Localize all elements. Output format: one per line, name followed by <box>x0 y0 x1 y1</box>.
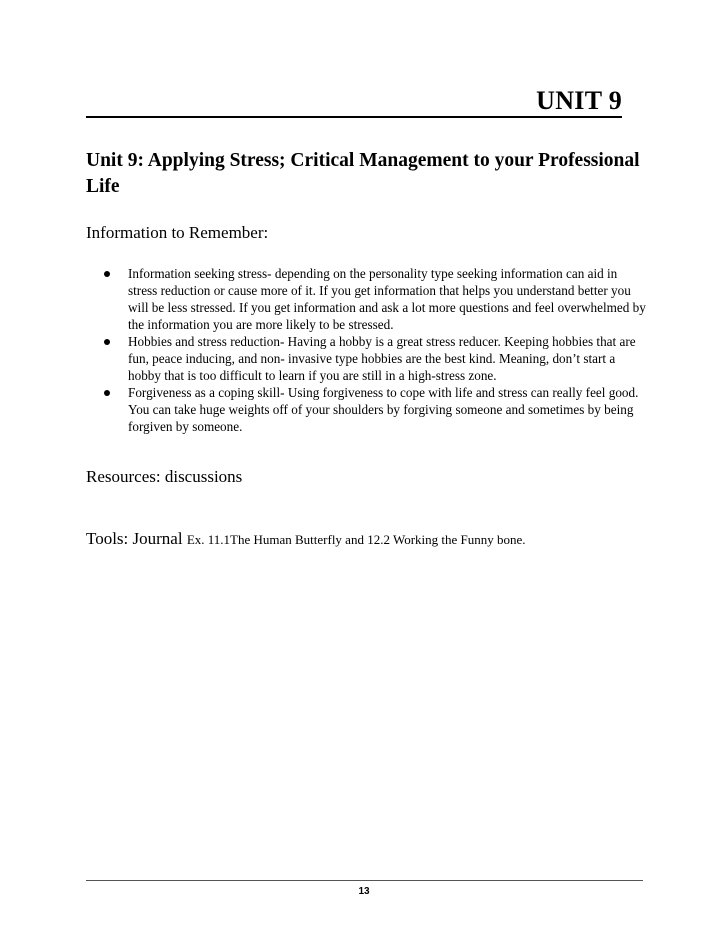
tools-line <box>86 528 526 551</box>
bullet-text: Hobbies and stress reduction- Having a hobby is a great stress reducer. Keeping hobbies that are fun, peace inducing, and non- invasive type hobbies are the best kind. Meaning, don’t start a hobby that is too difficult to learn if you are still in a high-stress zone. <box>128 334 636 383</box>
bullet-icon <box>104 339 110 345</box>
unit-label: UNIT 9 <box>536 86 622 115</box>
list-item <box>86 384 646 435</box>
list-item <box>86 265 646 333</box>
unit-header <box>86 86 622 118</box>
tools-detail: Ex. 11.1The Human Butterfly and 12.2 Working the Funny bone. <box>186 532 526 547</box>
bullet-icon <box>104 271 110 277</box>
page-number: 13 <box>358 886 370 897</box>
information-bullet-list <box>86 265 646 435</box>
tools-label: Tools: Journal <box>86 529 183 548</box>
footer-divider <box>86 880 643 881</box>
bullet-text: Forgiveness as a coping skill- Using forgiveness to cope with life and stress can really feel good. You can take huge weights off of your shoulders by forgiving someone and sometimes by being forgiven by someone. <box>128 385 639 434</box>
list-item <box>86 333 646 384</box>
resources-line: Resources: discussions <box>86 467 243 486</box>
information-to-remember-label: Information to Remember: <box>86 223 269 242</box>
bullet-text: Information seeking stress- depending on the personality type seeking information can aid in stress reduction or cause more of it. If you get information that helps you understand better you will be less stressed. If you get information and ask a lot more questions and feel overwhelmed by the information you are more likely to be stressed. <box>128 266 646 332</box>
bullet-icon <box>104 390 110 396</box>
page-title: Unit 9: Applying Stress; Critical Management to your Professional Life <box>86 150 640 197</box>
